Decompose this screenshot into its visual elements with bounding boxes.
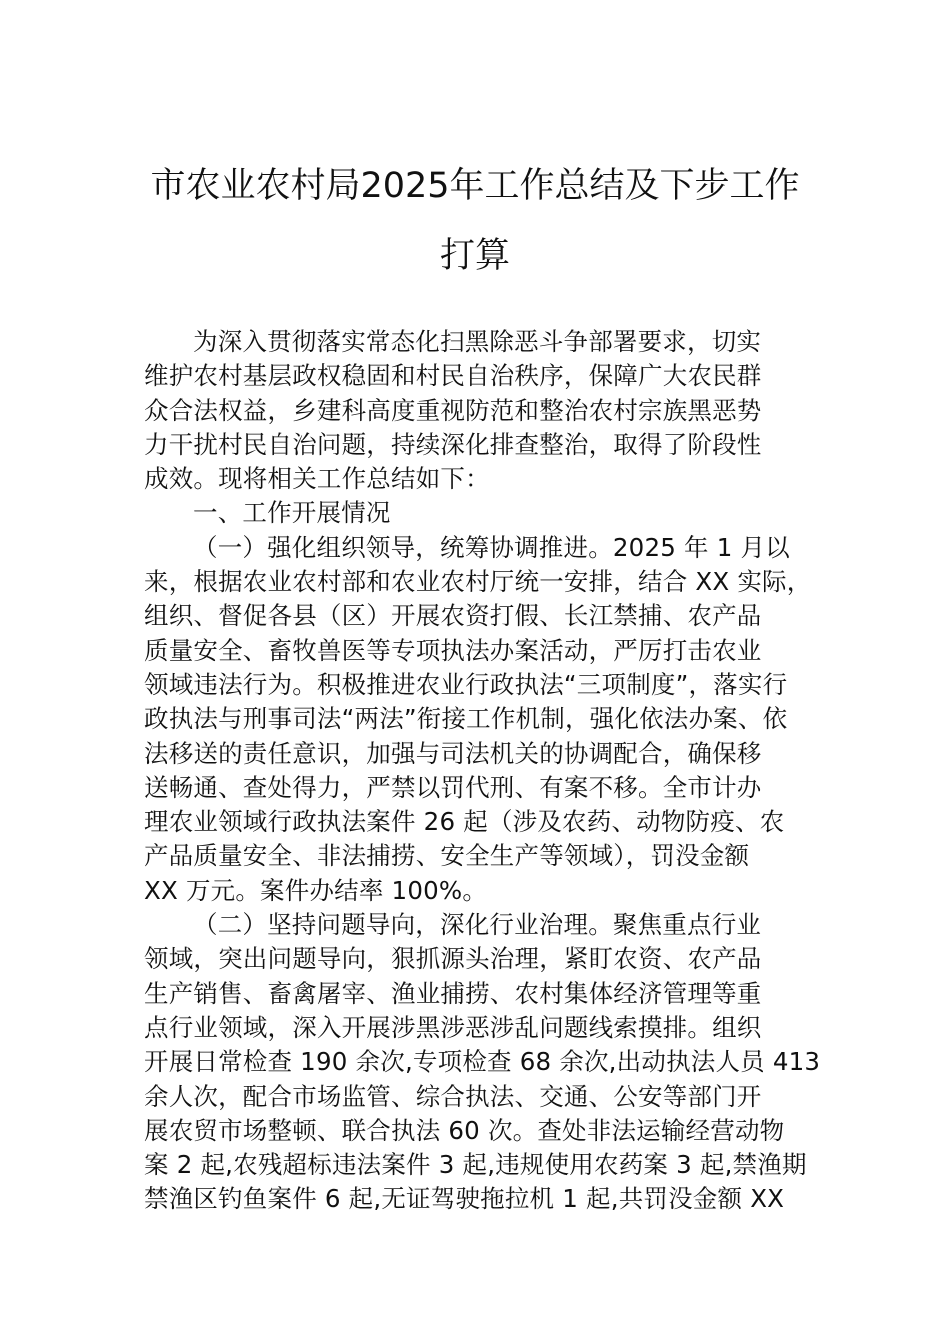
paragraph-1-line: （一）强化组织领导，统筹协调推进。2025 年 1 月以 — [193, 532, 790, 562]
paragraph-2-line: 领域，突出问题导向，狠抓源头治理，紧盯农资、农产品 — [144, 944, 762, 974]
section-heading: 一、工作开展情况 — [193, 498, 391, 528]
paragraph-1-line: 送畅通、查处得力，严禁以罚代刑、有案不移。全市计办 — [144, 772, 762, 802]
paragraph-2-line: 展农贸市场整顿、联合执法 60 次。查处非法运输经营动物 — [144, 1115, 785, 1145]
paragraph-1-line: 领域违法行为。积极推进农业行政执法“三项制度”，落实行 — [144, 669, 788, 699]
paragraph-intro-line: 为深入贯彻落实常态化扫黑除恶斗争部署要求，切实 — [193, 327, 762, 356]
paragraph-intro-line: 力干扰村民自治问题，持续深化排查整治，取得了阶段性 — [144, 429, 762, 459]
paragraph-1-line: 产品质量安全、非法捕捞、安全生产等领域），罚没金额 — [144, 841, 750, 871]
paragraph-intro-line: 维护农村基层政权稳固和村民自治秩序，保障广大农民群 — [144, 361, 762, 391]
paragraph-1-line: 政执法与刑事司法“两法”衔接工作机制，强化依法办案、依 — [144, 704, 788, 734]
paragraph-intro-line: 众合法权益，乡建科高度重视防范和整治农村宗族黑恶势 — [144, 395, 762, 425]
paragraph-2-line: 余人次，配合市场监管、综合执法、交通、公安等部门开 — [144, 1081, 762, 1111]
paragraph-1-line: XX 万元。案件办结率 100%。 — [144, 875, 488, 905]
paragraph-intro-line: 成效。现将相关工作总结如下： — [144, 464, 490, 494]
paragraph-2-line: 案 2 起,农残超标违法案件 3 起,违规使用农药案 3 起,禁渔期 — [144, 1150, 807, 1180]
paragraph-2-line: （二）坚持问题导向，深化行业治理。聚焦重点行业 — [193, 910, 762, 940]
document-title-line-1: 市农业农村局2025年工作总结及下步工作 — [150, 166, 800, 206]
paragraph-1-line: 质量安全、畜牧兽医等专项执法办案活动，严厉打击农业 — [144, 635, 762, 665]
paragraph-1-line: 法移送的责任意识，加强与司法机关的协调配合，确保移 — [144, 738, 762, 768]
paragraph-1-line: 组织、督促各县（区）开展农资打假、长江禁捕、农产品 — [144, 601, 762, 631]
paragraph-1-line: 来，根据农业农村部和农业农村厅统一安排，结合 XX 实际， — [144, 567, 812, 597]
document-title-line-2: 打算 — [439, 236, 510, 276]
paragraph-1-line: 理农业领域行政执法案件 26 起（涉及农药、动物防疫、农 — [144, 807, 785, 837]
document-body — [144, 325, 824, 1217]
paragraph-2-line: 生产销售、畜禽屠宰、渔业捕捞、农村集体经济管理等重 — [144, 978, 762, 1008]
paragraph-2-line: 开展日常检查 190 余次,专项检查 68 余次,出动执法人员 413 — [144, 1047, 821, 1077]
paragraph-2-line: 点行业领域，深入开展涉黑涉恶涉乱问题线索摸排。组织 — [144, 1012, 762, 1042]
paragraph-2-line: 禁渔区钓鱼案件 6 起,无证驾驶拖拉机 1 起,共罚没金额 XX — [144, 1184, 785, 1214]
